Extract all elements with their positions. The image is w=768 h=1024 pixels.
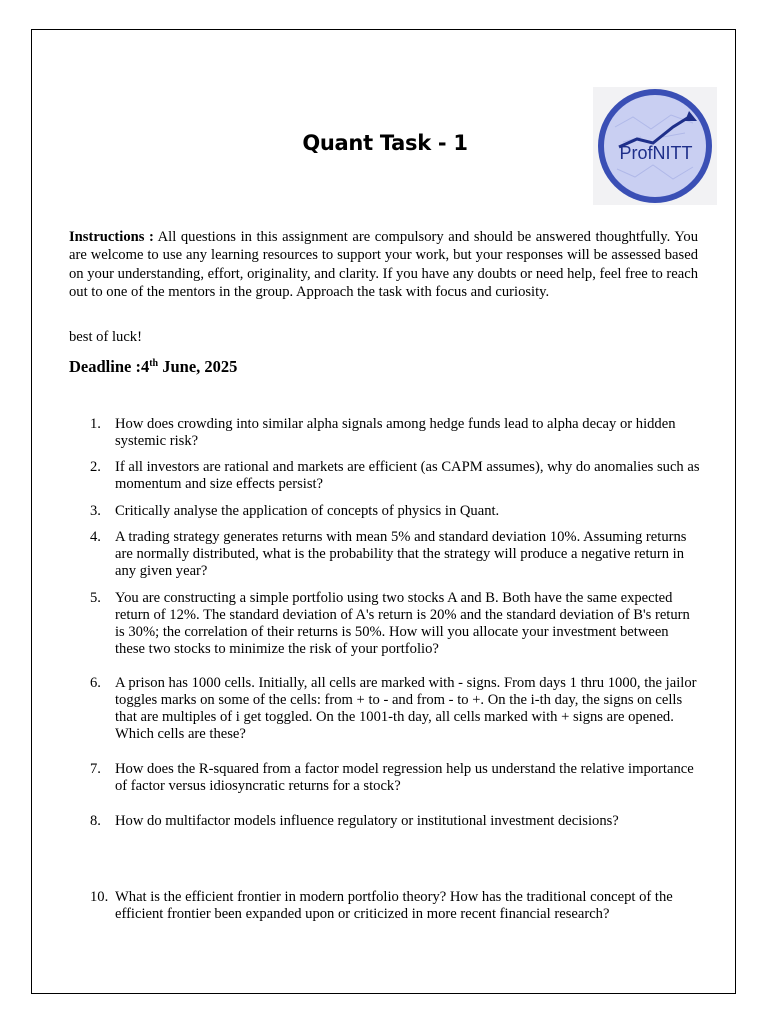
question-number: 2. bbox=[90, 459, 101, 475]
question-text: What is the efficient frontier in modern portfolio theory? How has the traditional concept of the efficient frontier been expanded upon or criticized in more recent financial research? bbox=[115, 889, 673, 922]
deadline-sup: th bbox=[149, 358, 159, 369]
list-item bbox=[90, 416, 700, 450]
deadline bbox=[69, 357, 237, 377]
list-item bbox=[90, 889, 700, 923]
instructions-label: Instructions : bbox=[69, 229, 154, 245]
question-text: How does the R-squared from a factor model regression help us understand the relative importance of factor versus idiosyncratic returns for a stock? bbox=[115, 761, 694, 794]
closing-text: best of luck! bbox=[69, 329, 142, 345]
question-number: 1. bbox=[90, 416, 101, 432]
question-number: 4. bbox=[90, 529, 101, 545]
deadline-date: June, 2025 bbox=[158, 357, 238, 376]
question-number: 3. bbox=[90, 503, 101, 519]
list-item bbox=[90, 675, 700, 743]
instructions-paragraph bbox=[69, 228, 698, 301]
question-text: How does crowding into similar alpha signals among hedge funds lead to alpha decay or hidden systemic risk? bbox=[115, 416, 676, 449]
question-text: A prison has 1000 cells. Initially, all cells are marked with - signs. From days 1 thru 1000, the jailor toggles marks on some of the cells: from + to - and from - to +. On the i-th day, the signs on cells that are multiples of i get toggled. On the 1001-th day, all cells marked with + signs are opened. Which cells are these? bbox=[115, 675, 697, 742]
instructions-text: All questions in this assignment are compulsory and should be answered thoughtfully. You are welcome to use any learning resources to support your work, but your responses will be assessed based on your understanding, effort, originality, and clarity. If you have any doubts or need help, feel free to reach out to one of the mentors in the group. Approach the task with focus and curiosity. bbox=[69, 229, 699, 300]
question-number: 7. bbox=[90, 761, 101, 777]
question-text: You are constructing a simple portfolio using two stocks A and B. Both have the same expected return of 12%. The standard deviation of A's return is 20% and the standard deviation of B's return is 30%; the correlation of their returns is 50%. How will you allocate your investment between these two stocks to minimize the risk of your portfolio? bbox=[115, 590, 690, 657]
list-item bbox=[90, 813, 700, 830]
list-item bbox=[90, 529, 700, 580]
question-number: 6. bbox=[90, 675, 101, 691]
logo-text: ProfNITT bbox=[619, 143, 693, 163]
deadline-label: Deadline :4 bbox=[69, 357, 150, 376]
list-item bbox=[90, 459, 700, 493]
question-text: How do multifactor models influence regulatory or institutional investment decisions? bbox=[115, 813, 619, 829]
page-title: Quant Task - 1 bbox=[302, 131, 468, 155]
list-item bbox=[90, 503, 700, 520]
question-text: If all investors are rational and markets are efficient (as CAPM assumes), why do anomalies such as momentum and size effects persist? bbox=[115, 459, 700, 492]
list-item bbox=[90, 590, 700, 658]
question-number: 5. bbox=[90, 590, 101, 606]
question-text: Critically analyse the application of concepts of physics in Quant. bbox=[115, 503, 500, 519]
question-number: 10. bbox=[90, 889, 109, 905]
list-item bbox=[90, 761, 700, 795]
profnitt-logo bbox=[593, 87, 717, 205]
question-number: 8. bbox=[90, 813, 101, 829]
question-text: A trading strategy generates returns with mean 5% and standard deviation 10%. Assuming returns are normally distributed, what is the probability that the strategy will produce a negative return in any given year? bbox=[115, 529, 687, 579]
